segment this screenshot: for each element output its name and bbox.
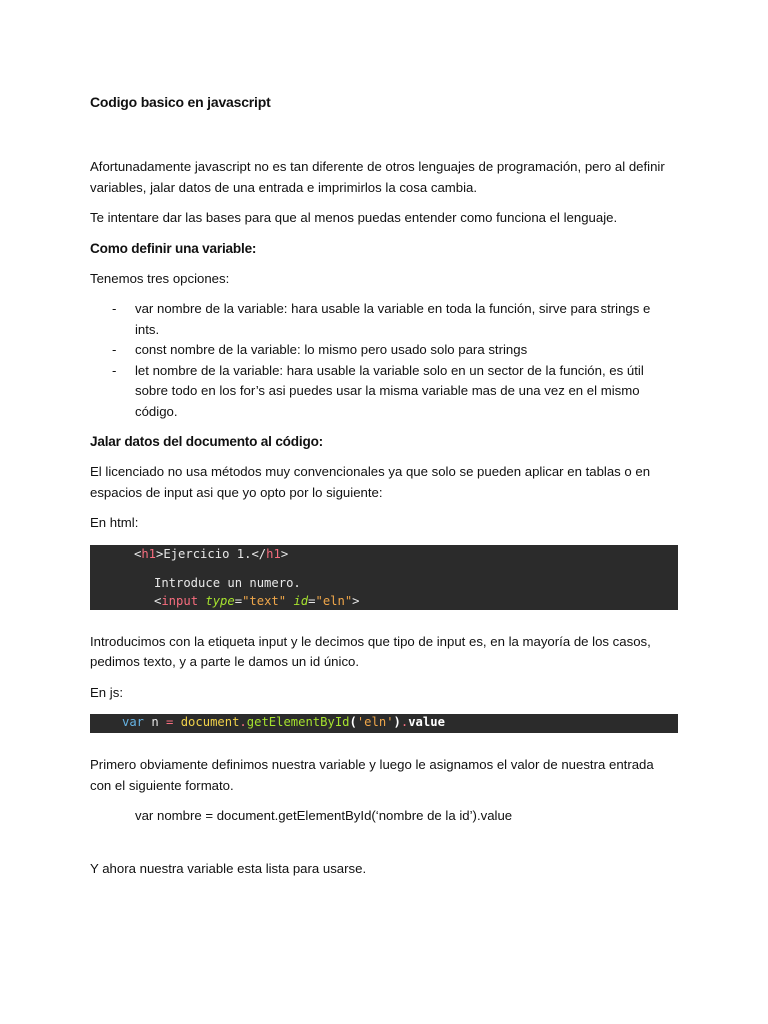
- js-code-block: [90, 714, 678, 733]
- spacer: [90, 837, 678, 859]
- list-item-text: let nombre de la variable: hara usable la variable solo en un sector de la función, es útil sobre todo en los for’s asi puedes usar la misma variable mas de una vez en el mismo código.: [135, 362, 644, 419]
- code-token: getElementById: [246, 715, 350, 729]
- code-token: =: [166, 715, 174, 729]
- list-item: [90, 299, 678, 340]
- bullet-dash: -: [112, 301, 117, 316]
- code-token: >: [352, 593, 360, 608]
- code-token: 'eln': [356, 715, 394, 729]
- code-token: ): [393, 715, 401, 729]
- variable-options-list: [90, 299, 678, 422]
- code-line-input: [154, 594, 360, 608]
- code-token: =: [234, 593, 243, 608]
- intro-paragraph-1: Afortunadamente javascript no es tan diferente de otros lenguajes de programación, pero al definir variables, jalar datos de una entrada e imprimirlos la cosa cambia.: [90, 159, 665, 195]
- code-token: value: [408, 715, 445, 729]
- list-item: [90, 361, 678, 423]
- code-token: =: [308, 593, 316, 608]
- document-page: [90, 92, 678, 889]
- input-explanation: Introducimos con la etiqueta input y le decimos que tipo de input es, en la mayoría de los casos, pedimos texto, y a parte le damos un id único.: [90, 633, 651, 669]
- list-item-text: const nombre de la variable: lo mismo pero usado solo para strings: [135, 342, 528, 357]
- closing-paragraph: Y ahora nuestra variable esta lista para usarse.: [90, 860, 367, 876]
- code-token: <: [134, 546, 142, 561]
- code-token: Ejercicio 1.: [163, 546, 252, 561]
- options-lead: Tenemos tres opciones:: [90, 270, 230, 286]
- code-token: [173, 715, 180, 729]
- code-token: >: [280, 546, 289, 561]
- code-line-js: [122, 715, 445, 729]
- code-line-text: Introduce un numero.: [154, 575, 301, 590]
- code-token: id: [293, 593, 309, 608]
- code-token: type: [205, 593, 235, 608]
- code-token: "eln": [315, 593, 353, 608]
- code-token: n: [144, 715, 167, 729]
- js-label: En js:: [90, 684, 123, 700]
- code-token: h1: [141, 546, 157, 561]
- code-token: .: [239, 715, 247, 729]
- method-paragraph: El licenciado no usa métodos muy convencionales ya que solo se pueden aplicar en tablas o en espacios de input asi que yo opto por lo siguiente:: [90, 464, 651, 500]
- list-item: [90, 340, 678, 361]
- format-line: var nombre = document.getElementById(‘nombre de la id’).value: [135, 808, 513, 823]
- section-heading-data: Jalar datos del documento al código:: [90, 434, 323, 449]
- code-token: input: [161, 593, 199, 608]
- code-token: (: [349, 715, 357, 729]
- bullet-dash: -: [112, 342, 117, 357]
- code-line-h1: [134, 547, 288, 561]
- code-token: h1: [266, 546, 281, 561]
- assignment-explanation: Primero obviamente definimos nuestra variable y luego le asignamos el valor de nuestra entrada con el siguiente formato.: [90, 757, 654, 793]
- section-heading-variables: Como definir una variable:: [90, 240, 257, 256]
- code-token: var: [122, 715, 145, 729]
- code-token: >: [156, 546, 164, 561]
- code-token: "text": [242, 593, 287, 608]
- list-item-text: var nombre de la variable: hara usable la variable en toda la función, sirve para strings e ints.: [135, 301, 651, 337]
- bullet-dash: -: [112, 362, 117, 378]
- intro-paragraph-2: Te intentare dar las bases para que al menos puedas entender como funciona el lenguaje.: [90, 210, 618, 225]
- code-token: </: [251, 546, 267, 561]
- code-token: <: [154, 593, 162, 608]
- code-token: .: [400, 715, 409, 729]
- document-title: Codigo basico en javascript: [90, 94, 271, 110]
- code-token: document: [180, 715, 240, 729]
- html-code-block: [90, 545, 678, 610]
- html-label: En html:: [90, 515, 139, 530]
